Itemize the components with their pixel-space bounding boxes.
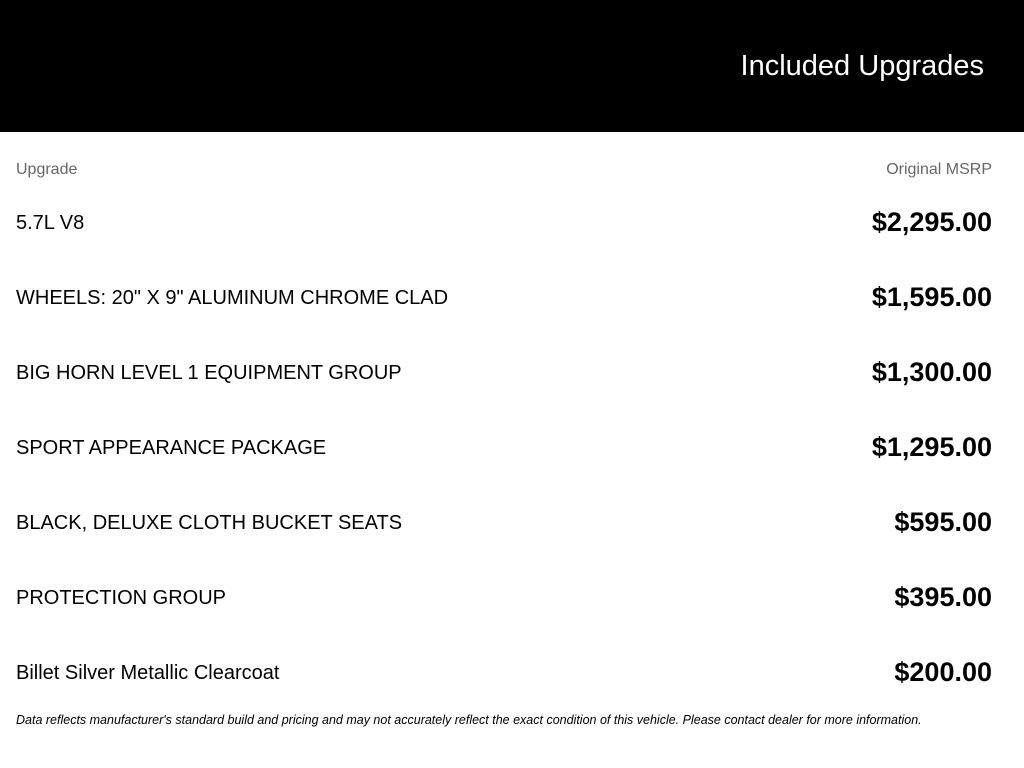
upgrade-row xyxy=(0,279,1024,354)
upgrade-price: $1,595.00 xyxy=(871,282,992,312)
upgrade-row xyxy=(0,504,1024,579)
upgrade-name: 5.7L V8 xyxy=(16,212,85,234)
upgrade-price: $595.00 xyxy=(894,507,992,537)
upgrade-row xyxy=(0,204,1024,279)
upgrade-price: $1,295.00 xyxy=(871,432,992,462)
upgrade-row xyxy=(0,429,1024,504)
upgrade-name: WHEELS: 20" X 9" ALUMINUM CHROME CLAD xyxy=(16,287,449,309)
upgrade-row xyxy=(0,354,1024,429)
upgrade-name: Billet Silver Metallic Clearcoat xyxy=(16,662,280,684)
upgrade-row xyxy=(0,579,1024,654)
upgrade-price: $395.00 xyxy=(894,582,992,612)
page-title: Included Upgrades xyxy=(740,50,984,82)
upgrade-price: $2,295.00 xyxy=(871,207,992,237)
upgrade-price: $1,300.00 xyxy=(871,357,992,387)
header-banner xyxy=(0,0,1024,132)
upgrade-price: $200.00 xyxy=(894,657,992,687)
column-header-upgrade: Upgrade xyxy=(16,161,78,178)
upgrades-list xyxy=(0,204,1024,729)
upgrade-name: SPORT APPEARANCE PACKAGE xyxy=(16,437,327,459)
column-header-msrp: Original MSRP xyxy=(886,161,992,178)
upgrade-name: PROTECTION GROUP xyxy=(16,587,227,609)
upgrade-name: BLACK, DELUXE CLOTH BUCKET SEATS xyxy=(16,512,403,534)
upgrade-name: BIG HORN LEVEL 1 EQUIPMENT GROUP xyxy=(16,362,402,384)
disclaimer-text: Data reflects manufacturer's standard build and pricing and may not accurately reflect the exact condition of this vehicle. Please contact dealer for more information. xyxy=(16,713,922,727)
